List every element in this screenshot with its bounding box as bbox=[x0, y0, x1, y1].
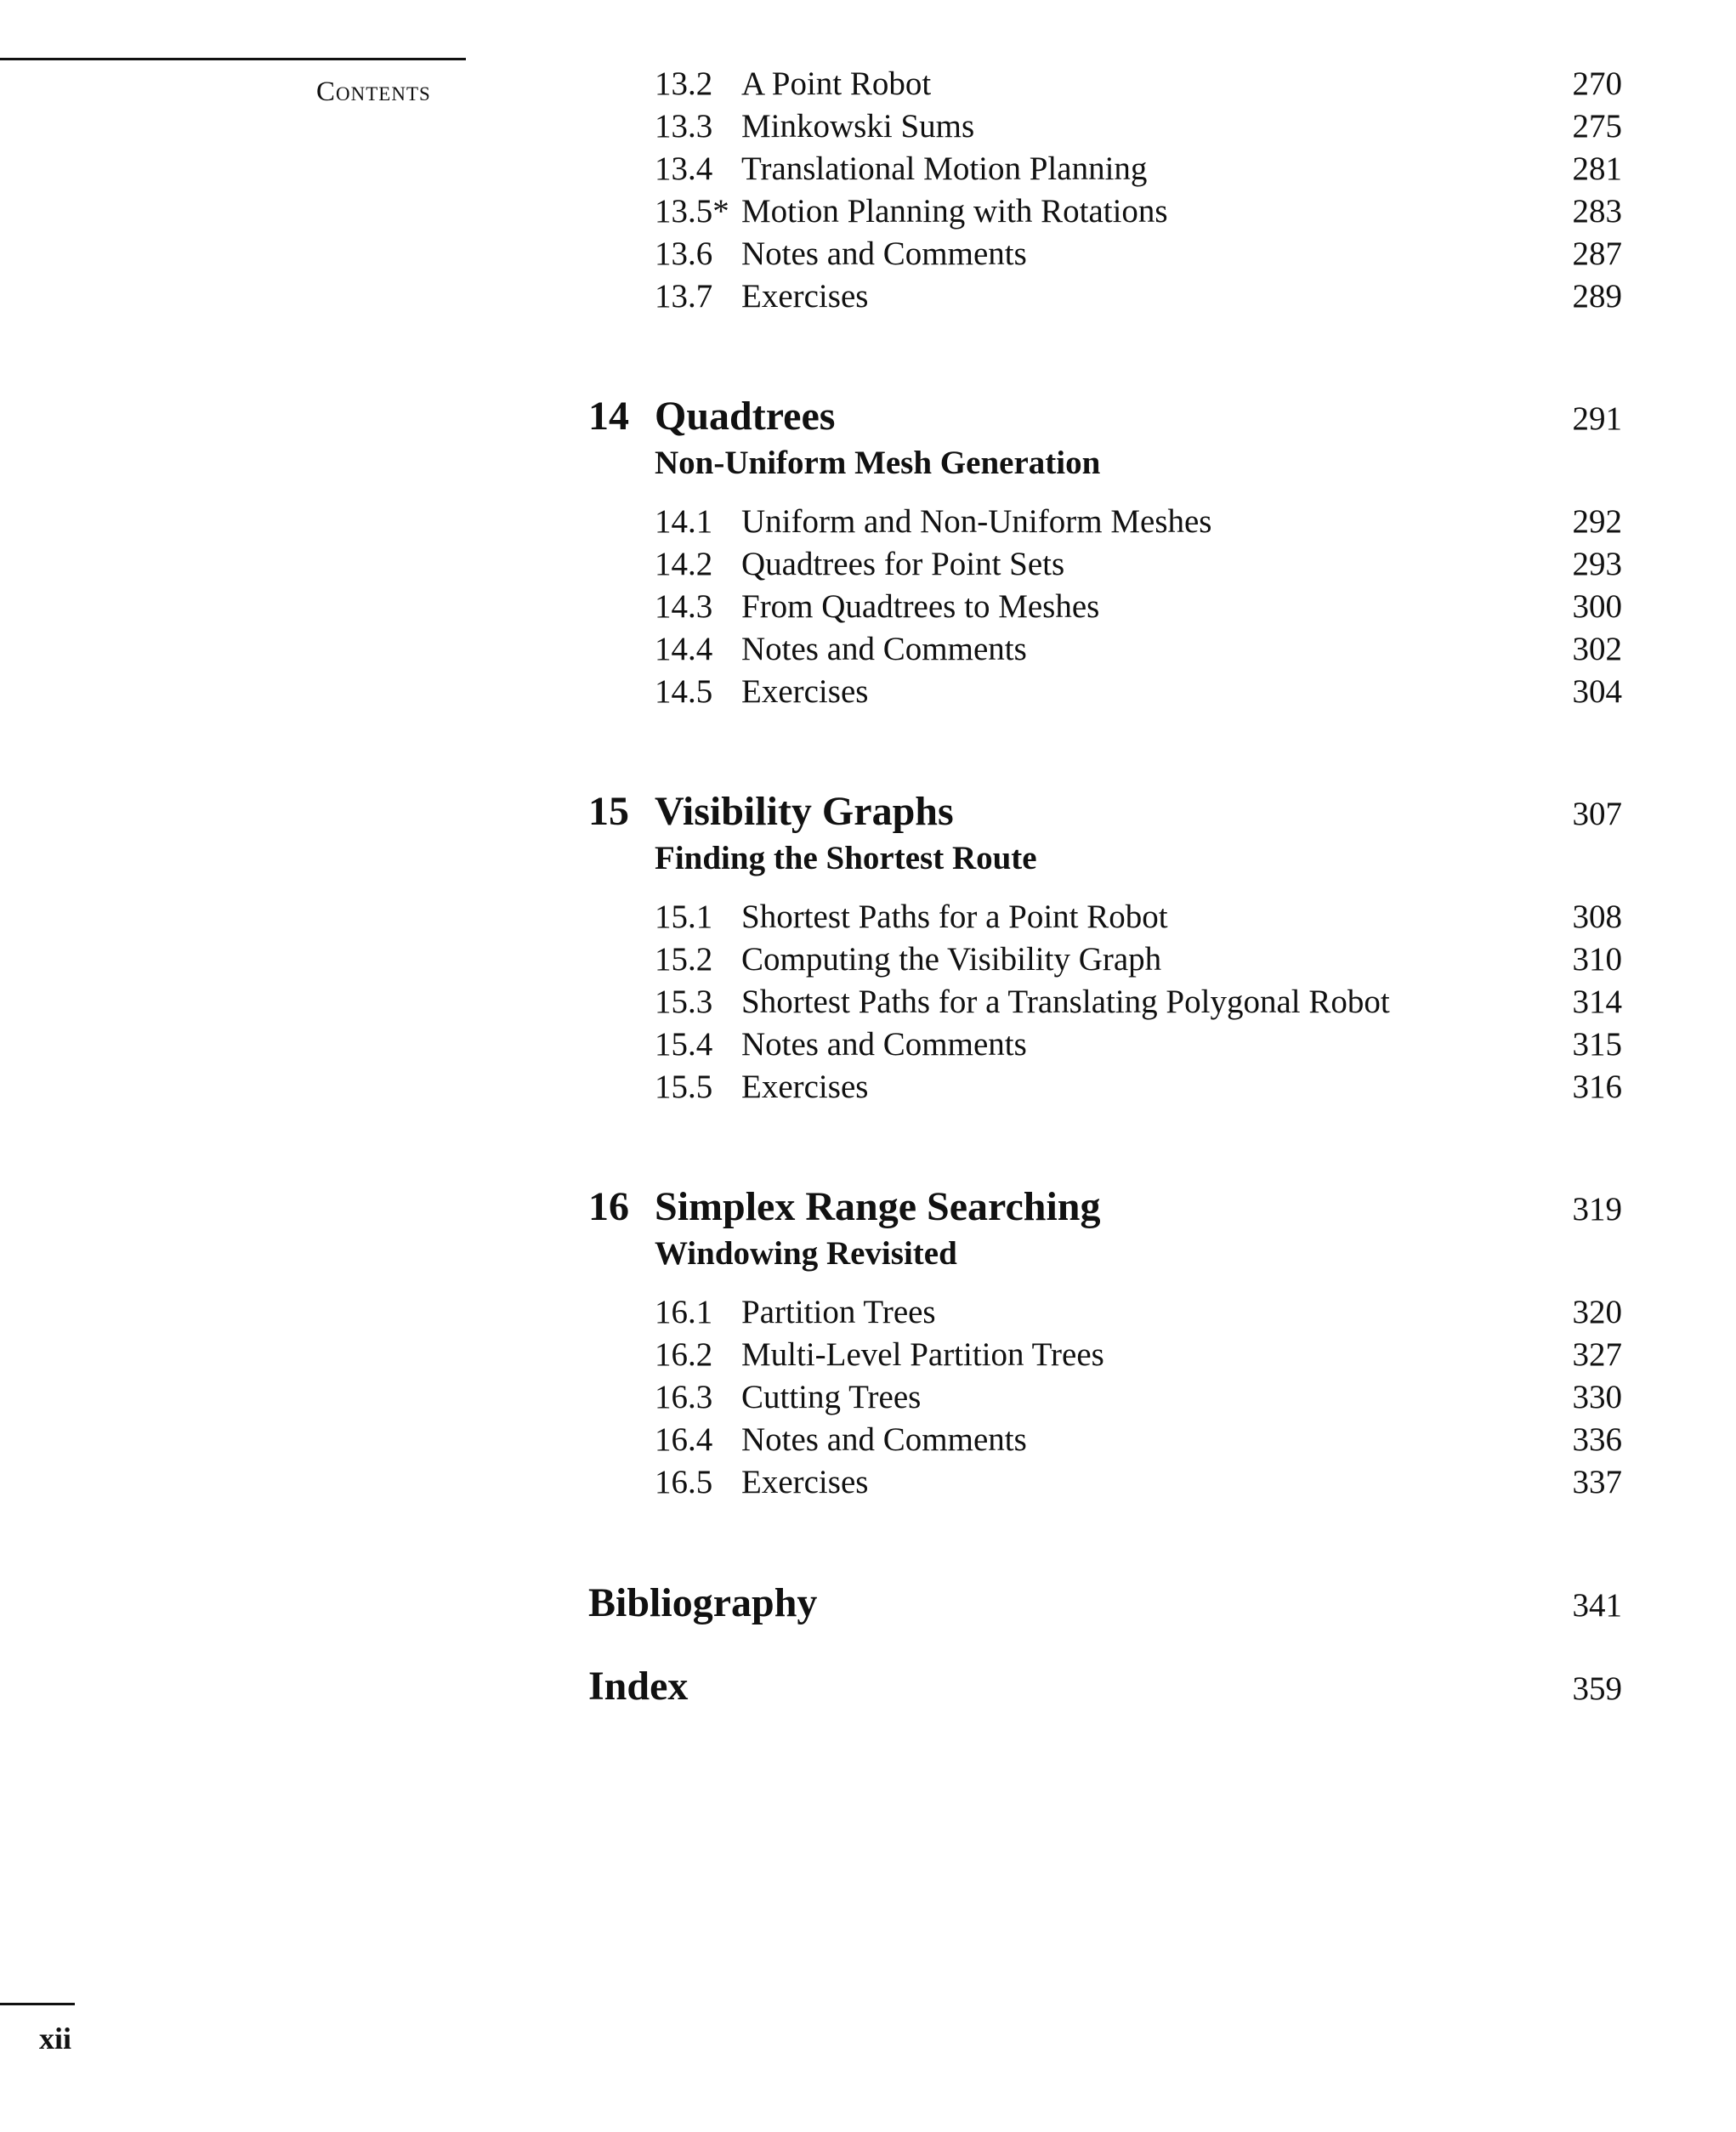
section-title: Quadtrees for Point Sets bbox=[741, 546, 1065, 582]
section-number: 13.2 bbox=[655, 65, 713, 102]
chapter-page: 307 bbox=[1572, 796, 1622, 832]
section-page: 289 bbox=[1572, 278, 1622, 315]
toc-section-16-1[interactable] bbox=[0, 1291, 1736, 1334]
section-title: Shortest Paths for a Point Robot bbox=[741, 899, 1168, 935]
back-matter-page: 341 bbox=[1572, 1587, 1622, 1624]
toc-section-14-5[interactable] bbox=[0, 671, 1736, 713]
toc-index[interactable] bbox=[0, 1661, 1736, 1712]
section-page: 315 bbox=[1572, 1026, 1622, 1063]
section-number: 16.4 bbox=[655, 1421, 713, 1458]
toc-section-15-3[interactable] bbox=[0, 981, 1736, 1023]
toc-section-13-2[interactable] bbox=[0, 63, 1736, 105]
toc-section-16-4[interactable] bbox=[0, 1419, 1736, 1461]
section-page: 310 bbox=[1572, 941, 1622, 978]
chapter-title: Visibility Graphs bbox=[655, 789, 954, 834]
chapter-subtitle: Windowing Revisited bbox=[655, 1235, 957, 1272]
section-title: Notes and Comments bbox=[741, 631, 1027, 667]
section-title: Uniform and Non-Uniform Meshes bbox=[741, 503, 1212, 540]
footer-rule bbox=[0, 2003, 75, 2005]
section-page: 314 bbox=[1572, 984, 1622, 1020]
toc-chapter-15[interactable] bbox=[0, 786, 1736, 880]
chapter-title: Simplex Range Searching bbox=[655, 1184, 1101, 1229]
section-page: 308 bbox=[1572, 899, 1622, 935]
section-page: 292 bbox=[1572, 503, 1622, 540]
toc-section-15-2[interactable] bbox=[0, 938, 1736, 981]
toc-section-15-4[interactable] bbox=[0, 1023, 1736, 1066]
section-number: 16.1 bbox=[655, 1294, 713, 1330]
toc-chapter-16[interactable] bbox=[0, 1182, 1736, 1275]
back-matter-title: Bibliography bbox=[588, 1580, 818, 1625]
section-number: 14.2 bbox=[655, 546, 713, 582]
section-title: Exercises bbox=[741, 1069, 869, 1105]
section-title: Notes and Comments bbox=[741, 235, 1027, 272]
page-folio: xii bbox=[39, 2021, 72, 2055]
section-page: 270 bbox=[1572, 65, 1622, 102]
toc-section-13-3[interactable] bbox=[0, 105, 1736, 148]
section-page: 337 bbox=[1572, 1464, 1622, 1500]
section-page: 316 bbox=[1572, 1069, 1622, 1105]
section-number: 15.3 bbox=[655, 984, 713, 1020]
section-page: 275 bbox=[1572, 108, 1622, 145]
toc-section-16-2[interactable] bbox=[0, 1334, 1736, 1376]
section-title: Translational Motion Planning bbox=[741, 150, 1148, 187]
section-number: 16.5 bbox=[655, 1464, 713, 1500]
toc-chapter-14[interactable] bbox=[0, 391, 1736, 485]
section-title: Exercises bbox=[741, 278, 869, 315]
section-number: 14.4 bbox=[655, 631, 713, 667]
section-page: 283 bbox=[1572, 193, 1622, 230]
chapter-subtitle: Finding the Shortest Route bbox=[655, 840, 1037, 876]
section-number: 15.5 bbox=[655, 1069, 713, 1105]
toc-section-15-5[interactable] bbox=[0, 1066, 1736, 1109]
section-page: 327 bbox=[1572, 1336, 1622, 1373]
running-head: Contents bbox=[316, 77, 431, 107]
section-page: 302 bbox=[1572, 631, 1622, 667]
section-number: 16.3 bbox=[655, 1379, 713, 1415]
chapter-number: 14 bbox=[588, 394, 629, 439]
section-title: Notes and Comments bbox=[741, 1026, 1027, 1063]
section-title: From Quadtrees to Meshes bbox=[741, 588, 1100, 625]
section-page: 304 bbox=[1572, 673, 1622, 710]
section-page: 287 bbox=[1572, 235, 1622, 272]
section-title: Shortest Paths for a Translating Polygonal Robot bbox=[741, 984, 1390, 1020]
section-number: 15.4 bbox=[655, 1026, 713, 1063]
section-page: 293 bbox=[1572, 546, 1622, 582]
section-title: Minkowski Sums bbox=[741, 108, 975, 145]
back-matter-page: 359 bbox=[1572, 1670, 1622, 1707]
toc-section-16-5[interactable] bbox=[0, 1461, 1736, 1504]
section-page: 300 bbox=[1572, 588, 1622, 625]
section-number: 15.1 bbox=[655, 899, 713, 935]
section-number: 14.5 bbox=[655, 673, 713, 710]
toc-section-13-5[interactable] bbox=[0, 190, 1736, 233]
section-title: Notes and Comments bbox=[741, 1421, 1027, 1458]
toc-section-16-3[interactable] bbox=[0, 1376, 1736, 1419]
back-matter-title: Index bbox=[588, 1664, 689, 1709]
toc-section-15-1[interactable] bbox=[0, 896, 1736, 938]
toc-bibliography[interactable] bbox=[0, 1578, 1736, 1629]
section-page: 330 bbox=[1572, 1379, 1622, 1415]
toc-section-14-1[interactable] bbox=[0, 501, 1736, 543]
section-number: 13.6 bbox=[655, 235, 713, 272]
section-title: Cutting Trees bbox=[741, 1379, 922, 1415]
section-title: Motion Planning with Rotations bbox=[741, 193, 1168, 230]
toc-section-13-6[interactable] bbox=[0, 233, 1736, 275]
chapter-page: 319 bbox=[1572, 1191, 1622, 1228]
section-page: 320 bbox=[1572, 1294, 1622, 1330]
section-number: 14.1 bbox=[655, 503, 713, 540]
chapter-page: 291 bbox=[1572, 400, 1622, 437]
section-page: 336 bbox=[1572, 1421, 1622, 1458]
section-title: Multi-Level Partition Trees bbox=[741, 1336, 1104, 1373]
section-title: Exercises bbox=[741, 1464, 869, 1500]
toc-section-14-3[interactable] bbox=[0, 586, 1736, 628]
chapter-number: 15 bbox=[588, 789, 629, 834]
chapter-subtitle: Non-Uniform Mesh Generation bbox=[655, 445, 1101, 481]
section-number: 13.4 bbox=[655, 150, 713, 187]
section-title: A Point Robot bbox=[741, 65, 932, 102]
section-title: Computing the Visibility Graph bbox=[741, 941, 1162, 978]
chapter-title: Quadtrees bbox=[655, 394, 836, 439]
section-number: 15.2 bbox=[655, 941, 713, 978]
section-number: 13.7 bbox=[655, 278, 713, 315]
section-number: 13.5* bbox=[655, 193, 729, 230]
toc-section-13-7[interactable] bbox=[0, 275, 1736, 318]
toc-section-14-2[interactable] bbox=[0, 543, 1736, 586]
toc-section-13-4[interactable] bbox=[0, 148, 1736, 190]
section-page: 281 bbox=[1572, 150, 1622, 187]
chapter-number: 16 bbox=[588, 1184, 629, 1229]
section-number: 14.3 bbox=[655, 588, 713, 625]
section-title: Exercises bbox=[741, 673, 869, 710]
section-number: 13.3 bbox=[655, 108, 713, 145]
toc-section-14-4[interactable] bbox=[0, 628, 1736, 671]
section-number: 16.2 bbox=[655, 1336, 713, 1373]
section-title: Partition Trees bbox=[741, 1294, 936, 1330]
